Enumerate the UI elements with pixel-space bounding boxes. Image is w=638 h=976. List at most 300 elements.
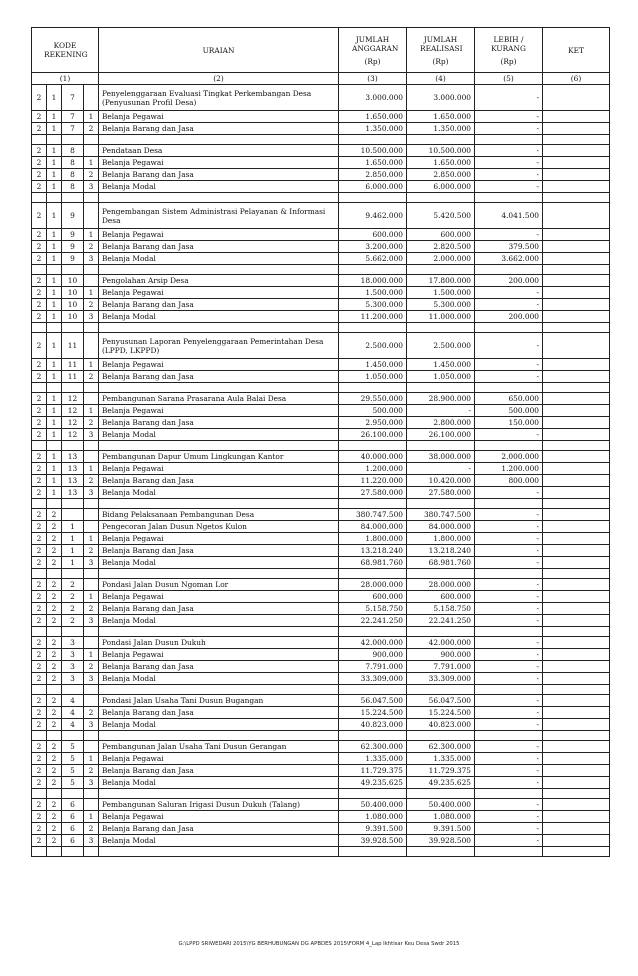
kode-cell-1: 2 bbox=[32, 299, 47, 311]
kode-cell-2: 2 bbox=[47, 661, 62, 673]
kode-cell-empty bbox=[32, 135, 47, 145]
kode-cell-2: 1 bbox=[47, 169, 62, 181]
kode-cell-2: 2 bbox=[47, 521, 62, 533]
table-row bbox=[32, 487, 610, 499]
uraian-cell: Belanja Barang dan Jasa bbox=[99, 123, 339, 135]
anggaran-cell: 11.200.000 bbox=[339, 311, 407, 323]
realisasi-cell: 7.791.000 bbox=[407, 661, 475, 673]
ket-cell bbox=[543, 359, 610, 371]
kode-cell-4: 1 bbox=[84, 753, 99, 765]
anggaran-cell: 40.823.000 bbox=[339, 719, 407, 731]
kode-cell-3: 13 bbox=[62, 487, 84, 499]
ket-cell bbox=[543, 823, 610, 835]
kode-cell-empty bbox=[84, 383, 99, 393]
table-body bbox=[32, 85, 610, 857]
anggaran-cell: 40.000.000 bbox=[339, 451, 407, 463]
kode-cell-empty bbox=[47, 789, 62, 799]
uraian-cell-empty bbox=[99, 499, 339, 509]
table-row bbox=[32, 615, 610, 627]
kode-cell-2: 1 bbox=[47, 253, 62, 265]
lebih-kurang-cell-empty bbox=[475, 193, 543, 203]
kode-cell-empty bbox=[62, 789, 84, 799]
kode-cell-2: 2 bbox=[47, 777, 62, 789]
ket-cell bbox=[543, 649, 610, 661]
kode-cell-empty bbox=[47, 193, 62, 203]
kode-cell-2: 1 bbox=[47, 85, 62, 111]
lebih-kurang-cell: - bbox=[475, 741, 543, 753]
kode-cell-1: 2 bbox=[32, 557, 47, 569]
anggaran-cell: 900.000 bbox=[339, 649, 407, 661]
report-sheet bbox=[31, 27, 609, 857]
realisasi-cell-empty bbox=[407, 265, 475, 275]
kode-cell-empty bbox=[62, 731, 84, 741]
kode-cell-1: 2 bbox=[32, 123, 47, 135]
header-ket: KET bbox=[543, 28, 610, 73]
kode-cell-1: 2 bbox=[32, 241, 47, 253]
uraian-cell: Belanja Pegawai bbox=[99, 405, 339, 417]
header-lebih-kurang bbox=[475, 28, 543, 73]
kode-cell-3: 9 bbox=[62, 203, 84, 229]
realisasi-cell: 1.650.000 bbox=[407, 111, 475, 123]
kode-cell-4: 1 bbox=[84, 591, 99, 603]
table-row bbox=[32, 591, 610, 603]
table-row bbox=[32, 157, 610, 169]
realisasi-cell: 1.450.000 bbox=[407, 359, 475, 371]
lebih-kurang-cell: - bbox=[475, 765, 543, 777]
ket-cell-empty bbox=[543, 323, 610, 333]
uraian-cell: Pembangunan Sarana Prasarana Aula Balai Desa bbox=[99, 393, 339, 405]
header-anggaran-label: JUMLAH ANGGARAN bbox=[352, 34, 399, 53]
table-row bbox=[32, 359, 610, 371]
ket-cell bbox=[543, 169, 610, 181]
kode-cell-3: 5 bbox=[62, 777, 84, 789]
lebih-kurang-cell: - bbox=[475, 371, 543, 383]
ket-cell-empty bbox=[543, 441, 610, 451]
kode-cell-empty bbox=[84, 847, 99, 857]
kode-cell-4: 1 bbox=[84, 229, 99, 241]
kode-cell-4: 3 bbox=[84, 835, 99, 847]
ket-cell bbox=[543, 707, 610, 719]
kode-cell-4 bbox=[84, 333, 99, 359]
table-row bbox=[32, 533, 610, 545]
kode-cell-4: 1 bbox=[84, 811, 99, 823]
kode-cell-4: 1 bbox=[84, 533, 99, 545]
ket-cell bbox=[543, 661, 610, 673]
ket-cell bbox=[543, 203, 610, 229]
realisasi-cell: 3.000.000 bbox=[407, 85, 475, 111]
kode-cell-empty bbox=[32, 569, 47, 579]
spacer-row bbox=[32, 569, 610, 579]
uraian-cell-empty bbox=[99, 569, 339, 579]
lebih-kurang-cell: - bbox=[475, 823, 543, 835]
kode-cell-4 bbox=[84, 393, 99, 405]
kode-cell-2: 2 bbox=[47, 673, 62, 685]
uraian-cell-empty bbox=[99, 731, 339, 741]
kode-cell-4: 1 bbox=[84, 287, 99, 299]
kode-cell-1: 2 bbox=[32, 169, 47, 181]
table-row bbox=[32, 557, 610, 569]
column-number-4: (4) bbox=[407, 73, 475, 85]
spacer-row bbox=[32, 265, 610, 275]
anggaran-cell-empty bbox=[339, 569, 407, 579]
table-row bbox=[32, 603, 610, 615]
kode-cell-3: 12 bbox=[62, 405, 84, 417]
uraian-cell: Belanja Modal bbox=[99, 311, 339, 323]
ket-cell bbox=[543, 333, 610, 359]
kode-cell-1: 2 bbox=[32, 649, 47, 661]
lebih-kurang-cell: - bbox=[475, 707, 543, 719]
kode-cell-3: 10 bbox=[62, 287, 84, 299]
lebih-kurang-cell-empty bbox=[475, 441, 543, 451]
kode-cell-2: 1 bbox=[47, 311, 62, 323]
uraian-cell: Penyusunan Laporan Penyelenggaraan Pemerintahan Desa (LPPD, LKPPD) bbox=[99, 333, 339, 359]
kode-cell-empty bbox=[47, 685, 62, 695]
ket-cell bbox=[543, 393, 610, 405]
lebih-kurang-cell: 500.000 bbox=[475, 405, 543, 417]
anggaran-cell: 5.300.000 bbox=[339, 299, 407, 311]
anggaran-cell: 1.200.000 bbox=[339, 463, 407, 475]
kode-cell-2: 2 bbox=[47, 557, 62, 569]
ket-cell bbox=[543, 157, 610, 169]
kode-cell-empty bbox=[32, 441, 47, 451]
kode-cell-3: 1 bbox=[62, 533, 84, 545]
kode-cell-empty bbox=[32, 323, 47, 333]
anggaran-cell: 600.000 bbox=[339, 229, 407, 241]
ket-cell bbox=[543, 475, 610, 487]
anggaran-cell: 5.158.750 bbox=[339, 603, 407, 615]
kode-cell-4: 2 bbox=[84, 661, 99, 673]
ket-cell bbox=[543, 533, 610, 545]
uraian-cell: Belanja Pegawai bbox=[99, 229, 339, 241]
uraian-cell: Pondasi Jalan Dusun Ngoman Lor bbox=[99, 579, 339, 591]
kode-cell-empty bbox=[84, 627, 99, 637]
table-row bbox=[32, 811, 610, 823]
lebih-kurang-cell: - bbox=[475, 719, 543, 731]
kode-cell-4: 1 bbox=[84, 405, 99, 417]
anggaran-cell: 3.200.000 bbox=[339, 241, 407, 253]
anggaran-cell: 2.500.000 bbox=[339, 333, 407, 359]
realisasi-cell-empty bbox=[407, 499, 475, 509]
table-row bbox=[32, 111, 610, 123]
kode-cell-empty bbox=[62, 685, 84, 695]
kode-cell-3: 9 bbox=[62, 241, 84, 253]
table-row bbox=[32, 451, 610, 463]
kode-cell-1: 2 bbox=[32, 145, 47, 157]
kode-cell-2: 1 bbox=[47, 241, 62, 253]
spacer-row bbox=[32, 323, 610, 333]
spacer-row bbox=[32, 193, 610, 203]
kode-cell-2: 2 bbox=[47, 545, 62, 557]
spacer-row bbox=[32, 847, 610, 857]
kode-cell-empty bbox=[62, 627, 84, 637]
lebih-kurang-cell: - bbox=[475, 579, 543, 591]
lebih-kurang-cell: - bbox=[475, 299, 543, 311]
anggaran-cell-empty bbox=[339, 323, 407, 333]
anggaran-cell-empty bbox=[339, 685, 407, 695]
uraian-cell: Belanja Barang dan Jasa bbox=[99, 707, 339, 719]
kode-cell-empty bbox=[62, 323, 84, 333]
ket-cell-empty bbox=[543, 499, 610, 509]
lebih-kurang-cell: - bbox=[475, 85, 543, 111]
anggaran-cell-empty bbox=[339, 441, 407, 451]
uraian-cell: Belanja Barang dan Jasa bbox=[99, 475, 339, 487]
realisasi-cell-empty bbox=[407, 789, 475, 799]
realisasi-cell-empty bbox=[407, 847, 475, 857]
kode-cell-1: 2 bbox=[32, 707, 47, 719]
kode-cell-3: 6 bbox=[62, 799, 84, 811]
anggaran-cell-empty bbox=[339, 847, 407, 857]
kode-cell-3: 8 bbox=[62, 169, 84, 181]
kode-cell-2: 1 bbox=[47, 287, 62, 299]
kode-cell-2: 2 bbox=[47, 835, 62, 847]
kode-cell-1: 2 bbox=[32, 545, 47, 557]
kode-cell-3: 6 bbox=[62, 811, 84, 823]
anggaran-cell: 22.241.250 bbox=[339, 615, 407, 627]
kode-cell-empty bbox=[47, 499, 62, 509]
anggaran-cell-empty bbox=[339, 265, 407, 275]
uraian-cell: Belanja Pegawai bbox=[99, 591, 339, 603]
kode-cell-2: 2 bbox=[47, 695, 62, 707]
kode-cell-4 bbox=[84, 275, 99, 287]
header-lebih-unit: (Rp) bbox=[500, 56, 517, 66]
lebih-kurang-cell: - bbox=[475, 753, 543, 765]
ket-cell bbox=[543, 637, 610, 649]
kode-cell-3: 10 bbox=[62, 311, 84, 323]
table-row bbox=[32, 719, 610, 731]
kode-cell-empty bbox=[84, 499, 99, 509]
realisasi-cell: 40.823.000 bbox=[407, 719, 475, 731]
table-row bbox=[32, 777, 610, 789]
header-row bbox=[32, 28, 610, 73]
uraian-cell: Belanja Pegawai bbox=[99, 649, 339, 661]
anggaran-cell-empty bbox=[339, 731, 407, 741]
kode-cell-4 bbox=[84, 741, 99, 753]
uraian-cell: Belanja Modal bbox=[99, 557, 339, 569]
anggaran-cell-empty bbox=[339, 789, 407, 799]
realisasi-cell: 17.800.000 bbox=[407, 275, 475, 287]
kode-cell-3: 12 bbox=[62, 417, 84, 429]
kode-cell-3: 5 bbox=[62, 753, 84, 765]
kode-cell-4: 2 bbox=[84, 371, 99, 383]
uraian-cell-empty bbox=[99, 265, 339, 275]
realisasi-cell: 6.000.000 bbox=[407, 181, 475, 193]
lebih-kurang-cell: - bbox=[475, 111, 543, 123]
kode-cell-2: 1 bbox=[47, 157, 62, 169]
realisasi-cell: 2.820.500 bbox=[407, 241, 475, 253]
kode-cell-3: 11 bbox=[62, 371, 84, 383]
anggaran-cell: 5.662.000 bbox=[339, 253, 407, 265]
ket-cell bbox=[543, 741, 610, 753]
table-row bbox=[32, 753, 610, 765]
kode-cell-2: 1 bbox=[47, 299, 62, 311]
kode-cell-1: 2 bbox=[32, 275, 47, 287]
kode-cell-2: 1 bbox=[47, 429, 62, 441]
realisasi-cell: 42.000.000 bbox=[407, 637, 475, 649]
ket-cell bbox=[543, 487, 610, 499]
realisasi-cell: 1.080.000 bbox=[407, 811, 475, 823]
uraian-cell: Belanja Barang dan Jasa bbox=[99, 661, 339, 673]
realisasi-cell-empty bbox=[407, 441, 475, 451]
kode-cell-2: 2 bbox=[47, 719, 62, 731]
kode-cell-3: 13 bbox=[62, 451, 84, 463]
kode-cell-2: 2 bbox=[47, 707, 62, 719]
ket-cell bbox=[543, 777, 610, 789]
uraian-cell: Bidang Pelaksanaan Pembangunan Desa bbox=[99, 509, 339, 521]
kode-cell-empty bbox=[32, 731, 47, 741]
anggaran-cell: 56.047.500 bbox=[339, 695, 407, 707]
realisasi-cell: 50.400.000 bbox=[407, 799, 475, 811]
lebih-kurang-cell-empty bbox=[475, 627, 543, 637]
kode-cell-1: 2 bbox=[32, 799, 47, 811]
ket-cell bbox=[543, 579, 610, 591]
kode-cell-1: 2 bbox=[32, 673, 47, 685]
anggaran-cell: 2.950.000 bbox=[339, 417, 407, 429]
realisasi-cell: 84.000.000 bbox=[407, 521, 475, 533]
realisasi-cell: - bbox=[407, 463, 475, 475]
lebih-kurang-cell: 200.000 bbox=[475, 311, 543, 323]
table-row bbox=[32, 475, 610, 487]
table-row bbox=[32, 333, 610, 359]
ket-cell bbox=[543, 371, 610, 383]
kode-cell-4: 2 bbox=[84, 765, 99, 777]
kode-cell-1: 2 bbox=[32, 111, 47, 123]
kode-cell-2: 2 bbox=[47, 823, 62, 835]
spacer-row bbox=[32, 789, 610, 799]
ket-cell-empty bbox=[543, 569, 610, 579]
lebih-kurang-cell-empty bbox=[475, 847, 543, 857]
kode-cell-3: 8 bbox=[62, 157, 84, 169]
ket-cell-empty bbox=[543, 135, 610, 145]
kode-cell-1: 2 bbox=[32, 521, 47, 533]
lebih-kurang-cell-empty bbox=[475, 135, 543, 145]
kode-cell-3: 11 bbox=[62, 333, 84, 359]
table-row bbox=[32, 463, 610, 475]
anggaran-cell: 1.080.000 bbox=[339, 811, 407, 823]
anggaran-cell: 1.050.000 bbox=[339, 371, 407, 383]
kode-cell-2: 1 bbox=[47, 463, 62, 475]
anggaran-cell: 1.650.000 bbox=[339, 111, 407, 123]
kode-cell-2: 1 bbox=[47, 275, 62, 287]
anggaran-cell: 1.335.000 bbox=[339, 753, 407, 765]
lebih-kurang-cell: - bbox=[475, 799, 543, 811]
uraian-cell: Pengolahan Arsip Desa bbox=[99, 275, 339, 287]
realisasi-cell: 380.747.500 bbox=[407, 509, 475, 521]
kode-cell-4 bbox=[84, 637, 99, 649]
table-row bbox=[32, 429, 610, 441]
column-number-5: (5) bbox=[475, 73, 543, 85]
ket-cell bbox=[543, 799, 610, 811]
ket-cell bbox=[543, 85, 610, 111]
kode-cell-3: 2 bbox=[62, 615, 84, 627]
kode-cell-2: 2 bbox=[47, 637, 62, 649]
ket-cell bbox=[543, 181, 610, 193]
realisasi-cell: 28.900.000 bbox=[407, 393, 475, 405]
realisasi-table bbox=[31, 27, 610, 857]
uraian-cell: Belanja Barang dan Jasa bbox=[99, 417, 339, 429]
anggaran-cell: 26.100.000 bbox=[339, 429, 407, 441]
kode-cell-empty bbox=[84, 441, 99, 451]
kode-cell-1: 2 bbox=[32, 811, 47, 823]
kode-cell-4 bbox=[84, 451, 99, 463]
kode-cell-empty bbox=[84, 569, 99, 579]
kode-cell-2: 1 bbox=[47, 475, 62, 487]
spacer-row bbox=[32, 135, 610, 145]
kode-cell-4: 3 bbox=[84, 311, 99, 323]
ket-cell-empty bbox=[543, 731, 610, 741]
kode-cell-4: 2 bbox=[84, 475, 99, 487]
kode-cell-empty bbox=[32, 685, 47, 695]
realisasi-cell: 10.500.000 bbox=[407, 145, 475, 157]
ket-cell bbox=[543, 417, 610, 429]
kode-cell-4: 1 bbox=[84, 359, 99, 371]
kode-cell-2: 2 bbox=[47, 741, 62, 753]
kode-cell-1: 2 bbox=[32, 405, 47, 417]
realisasi-cell: 10.420.000 bbox=[407, 475, 475, 487]
kode-cell-3: 3 bbox=[62, 637, 84, 649]
kode-cell-1: 2 bbox=[32, 203, 47, 229]
ket-cell bbox=[543, 603, 610, 615]
table-row bbox=[32, 579, 610, 591]
kode-cell-3: 2 bbox=[62, 579, 84, 591]
header-uraian: URAIAN bbox=[99, 28, 339, 73]
kode-cell-3: 3 bbox=[62, 649, 84, 661]
realisasi-cell-empty bbox=[407, 685, 475, 695]
ket-cell bbox=[543, 591, 610, 603]
kode-cell-2: 2 bbox=[47, 579, 62, 591]
kode-cell-empty bbox=[47, 441, 62, 451]
header-anggaran-unit: (Rp) bbox=[364, 56, 381, 66]
ket-cell bbox=[543, 765, 610, 777]
kode-cell-1: 2 bbox=[32, 333, 47, 359]
ket-cell bbox=[543, 229, 610, 241]
kode-cell-2: 2 bbox=[47, 591, 62, 603]
uraian-cell: Pembangunan Jalan Usaha Tani Dusun Gerangan bbox=[99, 741, 339, 753]
lebih-kurang-cell-empty bbox=[475, 265, 543, 275]
lebih-kurang-cell: - bbox=[475, 811, 543, 823]
uraian-cell: Belanja Barang dan Jasa bbox=[99, 823, 339, 835]
lebih-kurang-cell: - bbox=[475, 229, 543, 241]
realisasi-cell: 1.350.000 bbox=[407, 123, 475, 135]
ket-cell-empty bbox=[543, 383, 610, 393]
ket-cell-empty bbox=[543, 685, 610, 695]
ket-cell bbox=[543, 111, 610, 123]
uraian-cell: Belanja Barang dan Jasa bbox=[99, 545, 339, 557]
anggaran-cell: 28.000.000 bbox=[339, 579, 407, 591]
uraian-cell-empty bbox=[99, 323, 339, 333]
table-row bbox=[32, 181, 610, 193]
ket-cell bbox=[543, 557, 610, 569]
ket-cell bbox=[543, 695, 610, 707]
anggaran-cell: 1.650.000 bbox=[339, 157, 407, 169]
table-row bbox=[32, 741, 610, 753]
kode-cell-empty bbox=[84, 685, 99, 695]
table-row bbox=[32, 673, 610, 685]
table-row bbox=[32, 509, 610, 521]
kode-cell-2: 1 bbox=[47, 417, 62, 429]
ket-cell bbox=[543, 673, 610, 685]
kode-cell-3: 6 bbox=[62, 823, 84, 835]
kode-cell-empty bbox=[32, 847, 47, 857]
ket-cell bbox=[543, 241, 610, 253]
anggaran-cell: 42.000.000 bbox=[339, 637, 407, 649]
table-row bbox=[32, 545, 610, 557]
realisasi-cell: 1.650.000 bbox=[407, 157, 475, 169]
kode-cell-4: 1 bbox=[84, 111, 99, 123]
kode-cell-4: 3 bbox=[84, 487, 99, 499]
ket-cell bbox=[543, 463, 610, 475]
kode-cell-3: 11 bbox=[62, 359, 84, 371]
kode-cell-1: 2 bbox=[32, 719, 47, 731]
